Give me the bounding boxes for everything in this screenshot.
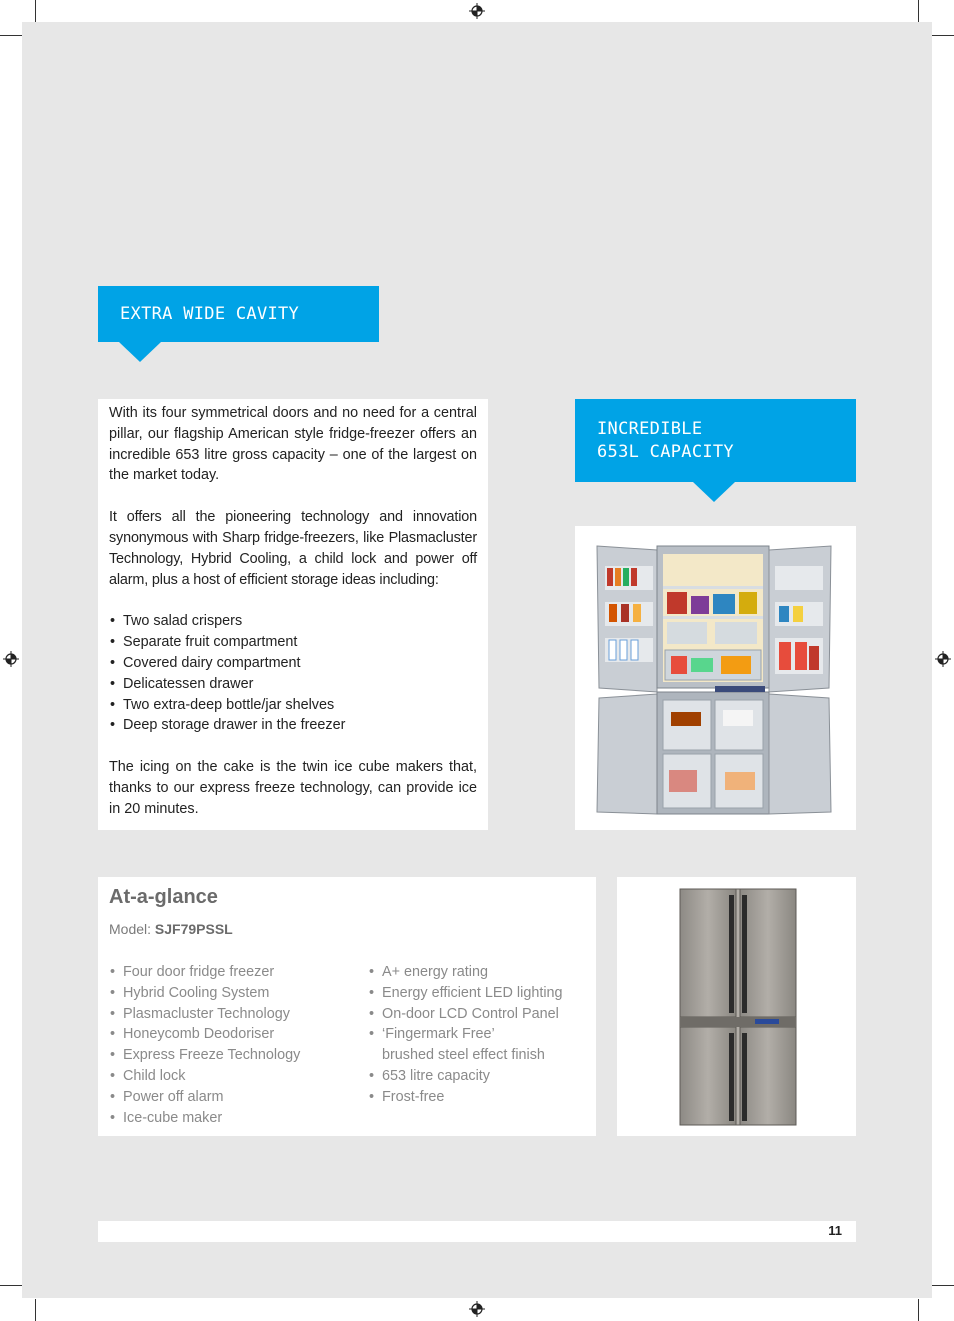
list-item: • Separate fruit compartment [109,632,477,653]
crop-mark [35,1299,36,1321]
model-line [109,921,233,937]
list-item: • Honeycomb Deodoriser [109,1024,300,1045]
list-item: • A+ energy rating [368,962,563,983]
list-item: • ‘Fingermark Free’ [368,1024,563,1045]
description-paragraph: It offers all the pioneering technology and innovation synonymous with Sharp fridge-freezers, like Plasmacluster Technology, Hybrid Cooling, a child lock and power off alarm, plus a host of efficient storage ideas including: [109,509,477,588]
list-item: • On-door LCD Control Panel [368,1004,563,1025]
crop-mark [0,35,22,36]
list-item: • 653 litre capacity [368,1066,563,1087]
closed-fridge-image-panel [617,877,856,1136]
footer-bar [98,1221,856,1242]
list-item: • Child lock [109,1066,300,1087]
callout-label: 653L CAPACITY [597,442,734,462]
list-item: • Two salad crispers [109,611,477,632]
storage-list [109,611,477,736]
features-list-right [368,962,563,1108]
crop-mark [918,1299,919,1321]
list-item-continuation: brushed steel effect finish [382,1047,545,1064]
registration-mark-icon [935,651,951,667]
list-item: • Ice-cube maker [109,1108,300,1129]
registration-mark-icon [3,651,19,667]
list-item: • Two extra-deep bottle/jar shelves [109,695,477,716]
open-fridge-image-panel [575,526,856,830]
extra-wide-cavity-callout [98,286,379,342]
list-item: • Four door fridge freezer [109,962,300,983]
at-a-glance-heading: At-a-glance [109,886,218,908]
model-label: Model: [109,921,152,937]
callout-label: EXTRA WIDE CAVITY [120,304,300,324]
features-list-left [109,962,300,1128]
capacity-callout [575,399,856,482]
crop-mark [35,0,36,22]
description-text [109,403,477,820]
list-item: • Deep storage drawer in the freezer [109,715,477,736]
list-item: • Hybrid Cooling System [109,983,300,1004]
list-item: • Covered dairy compartment [109,653,477,674]
registration-mark-icon [469,3,485,19]
crop-mark [918,0,919,22]
list-item: • Frost-free [368,1087,563,1108]
description-paragraph: The icing on the cake is the twin ice cube makers that, thanks to our express freeze technology, can provide ice in 20 minutes. [109,759,477,817]
list-item: • Express Freeze Technology [109,1045,300,1066]
closed-fridge-image [617,877,856,1136]
page-number: 11 [828,1223,842,1238]
list-item: • Energy efficient LED lighting [368,983,563,1004]
list-item: • Plasmacluster Technology [109,1004,300,1025]
callout-arrow [119,342,161,362]
model-value: SJF79PSSL [154,921,233,937]
callout-label: INCREDIBLE [597,419,703,439]
crop-mark [932,35,954,36]
list-item: • Delicatessen drawer [109,674,477,695]
crop-mark [932,1285,954,1286]
list-item: • Power off alarm [109,1087,300,1108]
callout-arrow [693,482,735,502]
crop-mark [0,1285,22,1286]
description-paragraph: With its four symmetrical doors and no need for a central pillar, our flagship American style fridge-freezer offers an incredible 653 litre gross capacity – one of the largest on the market today. [109,405,477,484]
registration-mark-icon [469,1301,485,1317]
open-fridge-image [575,526,856,830]
